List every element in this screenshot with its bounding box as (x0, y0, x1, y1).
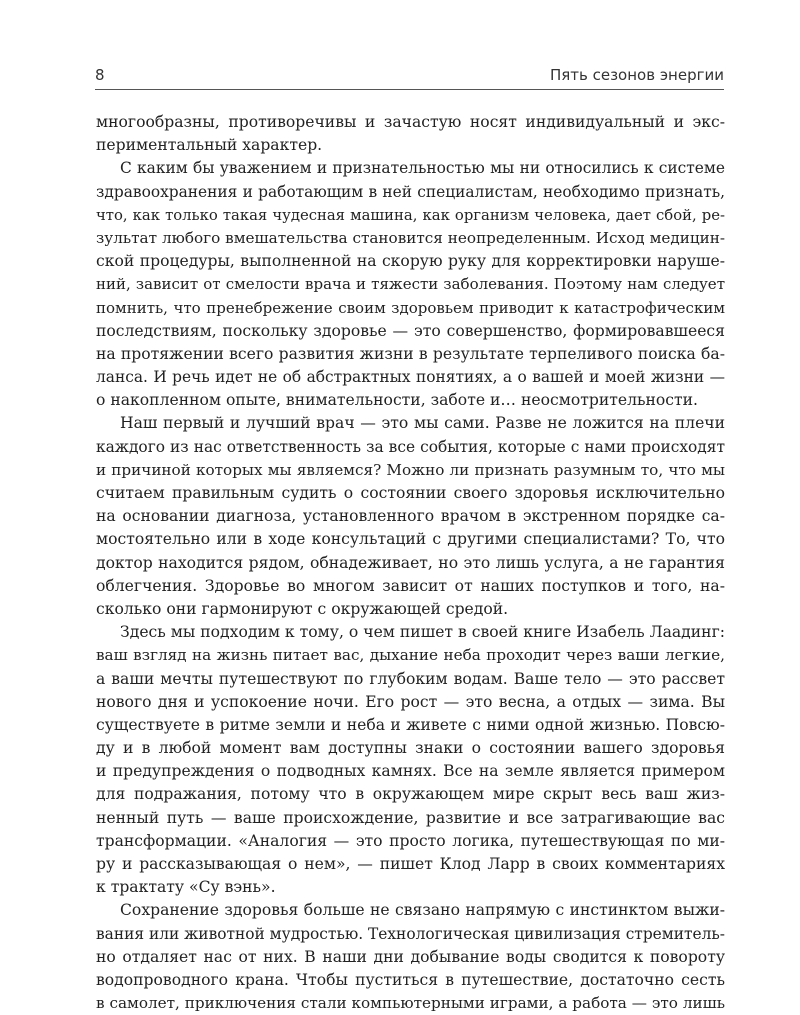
text-line: Сохранение здоровья больше не связано напрямую с инстинктом выжи- (120, 901, 725, 920)
text-line: на протяжении всего развития жизни в результате терпеливого поиска ба- (96, 344, 725, 363)
text-line: и предупреждения о подводных камнях. Все на земле является примером (96, 762, 725, 781)
body-text (96, 111, 725, 1015)
text-line: Здесь мы подходим к тому, о чем пишет в своей книге Изабель Лаадинг: (120, 623, 725, 642)
text-line: вания или животной мудростью. Технологическая цивилизация стремитель- (96, 924, 725, 943)
text-line: водопроводного крана. Чтобы пуститься в путешествие, достаточно сесть (96, 970, 725, 989)
header-rule (95, 89, 724, 90)
text-line: многообразны, противоречивы и зачастую носят индивидуальный и экс- (96, 113, 725, 131)
text-line: ду и в любой момент вам доступны знаки о состоянии вашего здоровья (96, 739, 725, 758)
text-line: доктор находится рядом, обнадеживает, но это лишь услуга, а не гарантия (96, 553, 725, 572)
text-line: считаем правильным судить о состоянии своего здоровья исключительно (96, 484, 725, 502)
text-line: и причиной которых мы являемся? Можно ли признать разумным то, что мы (96, 460, 725, 479)
text-line: С каким бы уважением и признательностью мы ни относились к системе (120, 159, 725, 178)
text-line: зультат любого вмешательства становится неопределенным. Исход медицин- (96, 228, 725, 247)
running-title: Пять сезонов энергии (549, 66, 724, 84)
text-line: мостоятельно или в ходе консультаций с другими специалистами? То, что (96, 530, 725, 549)
page-number: 8 (95, 66, 105, 84)
text-line: на основании диагноза, установленного врачом в экстренном порядке са- (96, 507, 725, 526)
text-line: к трактату «Су вэнь». (96, 878, 276, 897)
text-line: ний, зависит от смелости врача и тяжести заболевания. Поэтому нам следует (96, 275, 725, 294)
text-line: о накопленном опыте, внимательности, заботе и… неосмотрительности. (96, 391, 698, 410)
text-line: ваш взгляд на жизнь питает вас, дыхание неба проходит через ваши легкие, (96, 646, 725, 665)
text-line: здравоохранения и работающим в ней специалистам, необходимо признать, (96, 182, 725, 201)
text-line: что, как только такая чудесная машина, как организм человека, дает сбой, ре- (96, 206, 725, 224)
text-line: Наш первый и лучший врач — это мы сами. Разве не ложится на плечи (120, 414, 725, 433)
text-line: а ваши мечты путешествуют по глубоким водам. Ваше тело — это рассвет (96, 669, 725, 688)
text-line: помнить, что пренебрежение своим здоровьем приводит к катастрофическим (96, 298, 725, 317)
text-line: облегчения. Здоровье во многом зависит от наших поступков и того, на- (96, 576, 725, 595)
text-line: ру и рассказывающая о нем», — пишет Клод Ларр в своих комментариях (96, 855, 725, 873)
text-line: но отдаляет нас от них. В наши дни добывание воды сводится к повороту (96, 947, 725, 966)
text-line: каждого из нас ответственность за все события, которые с нами происходят (96, 437, 725, 456)
text-line: существуете в ритме земли и неба и живете с ними одной жизнью. Повсю- (96, 715, 725, 734)
text-line: в самолет, приключения стали компьютерными играми, а работа — это лишь (96, 994, 725, 1013)
text-line: ской процедуры, выполненной на скорую руку для корректировки наруше- (96, 252, 725, 271)
text-line: нового дня и успокоение ночи. Его рост — это весна, а отдых — зима. Вы (96, 692, 725, 711)
text-line: ланса. И речь идет не об абстрактных понятиях, а о вашей и моей жизни — (96, 368, 725, 387)
text-line: периментальный характер. (96, 136, 323, 155)
text-line: для подражания, потому что в окружающем мире скрыт весь ваш жиз- (96, 785, 725, 804)
text-line: последствиям, поскольку здоровье — это совершенство, формировавшееся (96, 321, 725, 340)
text-line: трансформации. «Аналогия — это просто логика, путешествующая по ми- (96, 831, 725, 850)
page-header (95, 66, 724, 88)
text-line: сколько они гармонируют с окружающей средой. (96, 599, 509, 618)
text-line: ненный путь — ваше происхождение, развитие и все затрагивающие вас (96, 808, 725, 827)
